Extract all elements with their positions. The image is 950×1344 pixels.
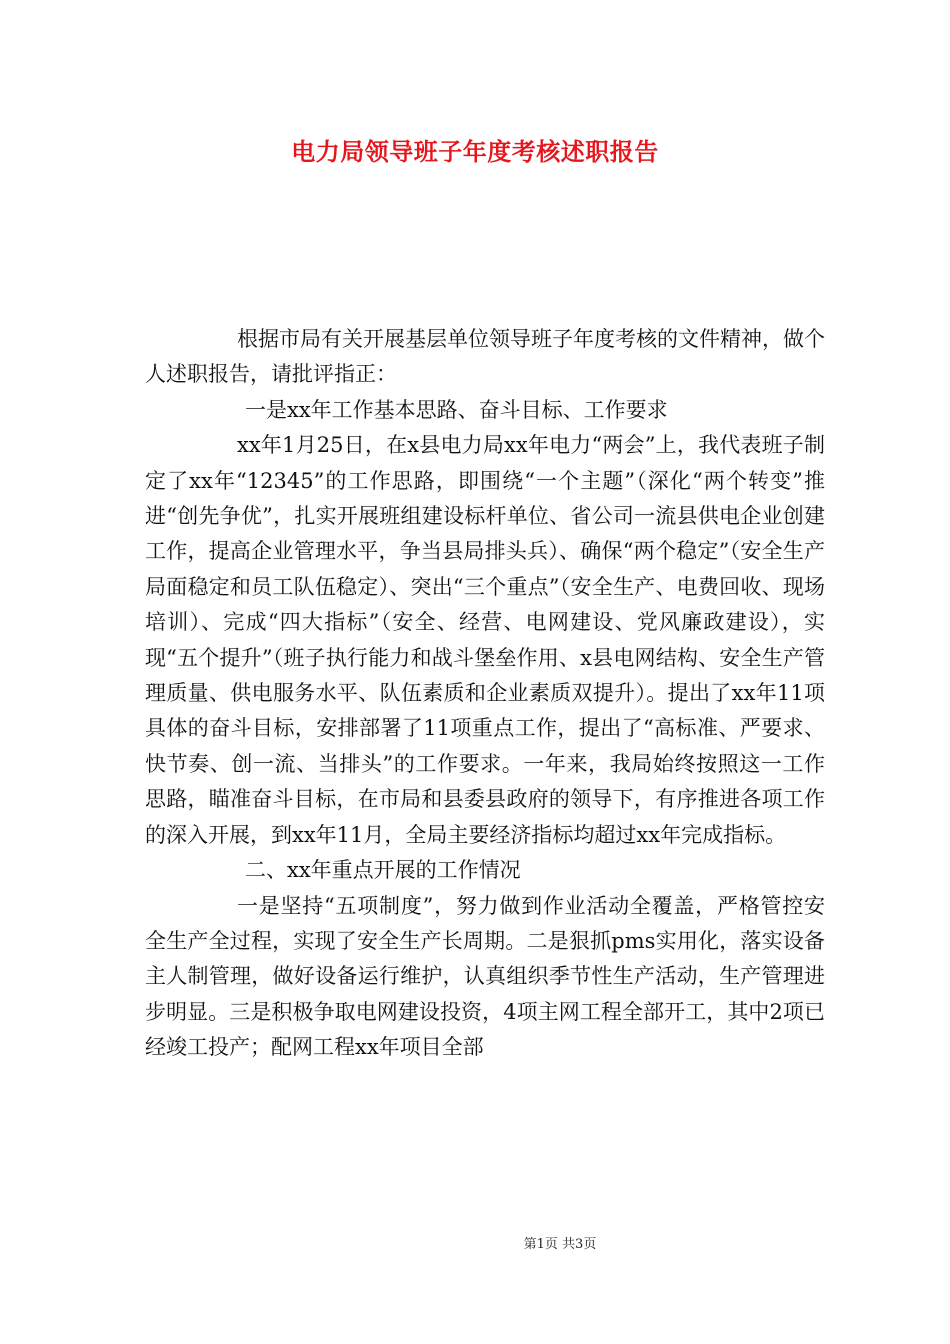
paragraph-section-1: xx年1月25日，在x县电力局xx年电力“两会”上，我代表班子制定了xx年“12345”的工作思路，即围绕“一个主题”（深化“两个转变”推进“创先争优”，扎实开展班组建设标杆单位、省公司一流县供电企业创建工作，提高企业管理水平，争当县局排头兵）、确保“两个稳定”（安全生产局面稳定和员工队伍稳定）、突出“三个重点”（安全生产、电费回收、现场培训）、完成“四大指标”（安全、经营、电网建设、党风廉政建设），实现“五个提升”（班子执行能力和战斗堡垒作用、x县电网结构、安全生产管理质量、供电服务水平、队伍素质和企业素质双提升）。提出了xx年11项具体的奋斗目标，安排部署了11项重点工作，提出了“高标准、严要求、快节奏、创一流、当排头”的工作要求。一年来，我局始终按照这一工作思路，瞄准奋斗目标，在市局和县委县政府的领导下，有序推进各项工作的深入开展，到xx年11月，全局主要经济指标均超过xx年完成指标。 [145, 433, 825, 847]
section-heading-2: 二、xx年重点开展的工作情况 [245, 858, 521, 883]
paragraph-intro: 根据市局有关开展基层单位领导班子年度考核的文件精神，做个人述职报告，请批评指正： [145, 327, 825, 387]
document-body [145, 322, 825, 1066]
page-title: 电力局领导班子年度考核述职报告 [291, 137, 659, 166]
page-footer: 第1页 共3页 [523, 1237, 597, 1252]
paragraph-section-2: 一是坚持“五项制度”，努力做到作业活动全覆盖，严格管控安全生产全过程，实现了安全生产长周期。二是狠抓pms实用化，落实设备主人制管理，做好设备运行维护，认真组织季节性生产活动，生产管理进步明显。三是积极争取电网建设投资，4项主网工程全部开工，其中2项已经竣工投产；配网工程xx年项目全部 [145, 893, 825, 1060]
section-heading-1: 一是xx年工作基本思路、奋斗目标、工作要求 [245, 397, 668, 422]
